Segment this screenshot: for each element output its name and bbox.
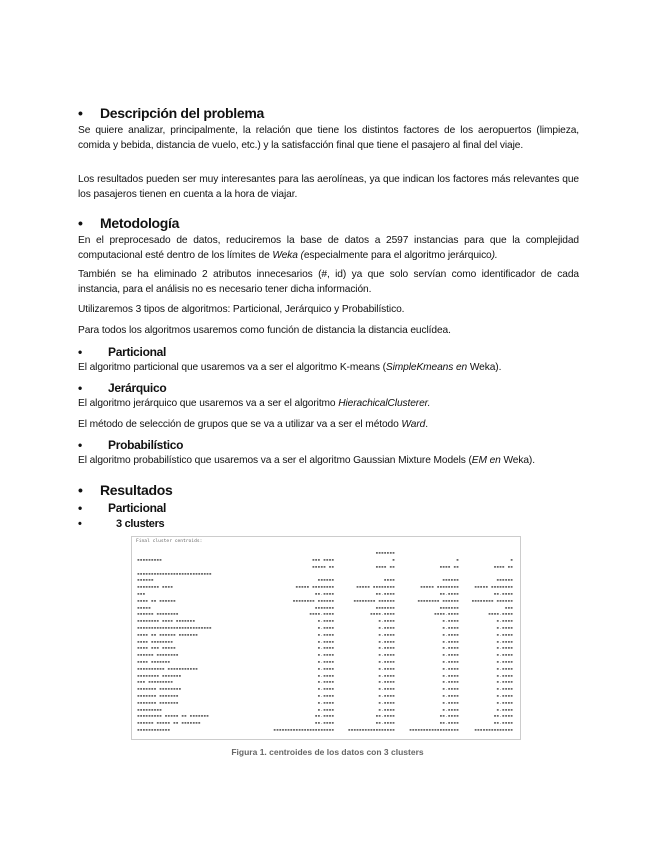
heading-jerarquico: • Jerárquico <box>78 381 167 395</box>
figure-header: Final cluster centroids: <box>136 539 203 544</box>
bullet: • <box>78 215 83 231</box>
paragraph: Los resultados pueden ser muy interesantes para las aerolíneas, ya que indican los factores más relevantes que los pasajeros tienen en cuenta a la hora de viajar. <box>78 174 579 200</box>
paragraph: El algoritmo jerárquico que usaremos va a ser el algoritmo HierachicalClusterer. <box>78 398 431 409</box>
bullet: • <box>78 381 82 395</box>
heading-3-clusters: • 3 clusters <box>78 518 165 530</box>
heading-metodologia: • Metodología <box>78 215 180 231</box>
heading-probabilistico: • Probabilístico <box>78 438 184 452</box>
bullet: • <box>78 438 82 452</box>
heading-descripcion: • Descripción del problema <box>78 105 264 121</box>
bullet: • <box>78 345 82 359</box>
paragraph: También se ha eliminado 2 atributos innecesarios (#, id) ya que solo servían como identificador de cada instancia, para el análisis no es necesario tener dicha información. <box>78 269 579 295</box>
heading-particional: • Particional <box>78 345 167 359</box>
centroids-table: ▪▪▪▪▪▪▪ ▪▪▪▪▪▪▪▪▪ ▪▪▪ ▪▪▪▪ ▪ ▪ ▪ ▪▪▪▪▪ ▪▪ ▪▪▪▪ ▪▪ ▪▪▪▪ ▪▪ ▪▪▪▪ ▪▪ ▪▪▪▪▪▪▪▪▪▪▪▪▪▪▪▪▪▪▪▪▪▪▪▪▪▪▪ ▪▪▪▪▪▪ ▪▪▪▪▪▪ ▪▪▪▪ ▪▪▪▪▪▪ ▪▪▪▪▪▪ ▪▪▪▪▪▪▪▪ ▪▪▪▪ ▪▪▪▪▪ ▪▪▪▪▪▪▪▪ ▪▪▪▪▪ ▪▪▪▪▪▪▪▪ ▪▪▪▪▪ ▪▪▪▪▪▪▪▪ ▪▪▪▪▪ ▪▪▪▪▪▪▪▪ ▪▪▪ ▪▪.▪▪▪▪ ▪▪.▪▪▪▪ ▪▪.▪▪▪▪ ▪▪.▪▪▪▪ ▪▪▪▪ ▪▪ ▪▪▪▪▪▪ ▪▪▪▪▪▪▪▪ ▪▪▪▪▪▪ ▪▪▪▪▪▪▪▪ ▪▪▪▪▪▪ ▪▪▪▪▪▪▪▪ ▪▪▪▪▪▪ ▪▪▪▪▪▪▪▪ ▪▪▪▪▪▪ ▪▪▪▪▪ ▪▪▪▪▪▪▪ ▪▪▪▪▪▪▪ ▪▪▪▪▪▪▪ ▪▪▪ ▪▪▪▪▪▪ ▪▪▪▪▪▪▪▪ ▪▪▪▪.▪▪▪▪ ▪▪▪▪.▪▪▪▪ ▪▪▪▪.▪▪▪▪ ▪▪▪▪.▪▪▪▪ ▪▪▪▪▪▪▪▪ ▪▪▪▪ ▪▪▪▪▪▪▪ ▪.▪▪▪▪ ▪.▪▪▪▪ ▪.▪▪▪▪ ▪.▪▪▪▪ ▪▪▪▪▪▪▪▪▪▪▪▪▪▪▪▪▪▪▪▪▪▪▪▪▪▪▪ ▪.▪▪▪▪ ▪.▪▪▪▪ ▪.▪▪▪▪ ▪.▪▪▪▪ ▪▪▪▪ ▪▪ ▪▪▪▪▪▪ ▪▪▪▪▪▪▪ ▪.▪▪▪▪ ▪.▪▪▪▪ ▪.▪▪▪▪ ▪.▪▪▪▪ ▪▪▪▪ ▪▪▪▪▪▪▪▪ ▪.▪▪▪▪ ▪.▪▪▪▪ ▪.▪▪▪▪ ▪.▪▪▪▪ ▪▪▪▪ ▪▪▪ ▪▪▪▪▪ ▪.▪▪▪▪ ▪.▪▪▪▪ ▪.▪▪▪▪ ▪.▪▪▪▪ ▪▪▪▪▪▪ ▪▪▪▪▪▪▪▪ ▪.▪▪▪▪ ▪.▪▪▪▪ ▪.▪▪▪▪ ▪.▪▪▪▪ ▪▪▪▪ ▪▪▪▪▪▪▪ ▪.▪▪▪▪ ▪.▪▪▪▪ ▪.▪▪▪▪ ▪.▪▪▪▪ ▪▪▪▪▪▪▪▪▪▪ ▪▪▪▪▪▪▪▪▪▪▪ ▪.▪▪▪▪ ▪.▪▪▪▪ ▪.▪▪▪▪ ▪.▪▪▪▪ ▪▪▪▪▪▪▪▪ ▪▪▪▪▪▪▪ ▪.▪▪▪▪ ▪.▪▪▪▪ ▪.▪▪▪▪ ▪.▪▪▪▪ ▪▪▪ ▪▪▪▪▪▪▪▪▪ ▪.▪▪▪▪ ▪.▪▪▪▪ ▪.▪▪▪▪ ▪.▪▪▪▪ ▪▪▪▪▪▪▪ ▪▪▪▪▪▪▪▪ ▪.▪▪▪▪ ▪.▪▪▪▪ ▪.▪▪▪▪ ▪.▪▪▪▪ ▪▪▪▪▪▪▪ ▪▪▪▪▪▪▪ ▪.▪▪▪▪ ▪.▪▪▪▪ ▪.▪▪▪▪ ▪.▪▪▪▪ ▪▪▪▪▪▪▪ ▪▪▪▪▪▪▪ ▪.▪▪▪▪ ▪.▪▪▪▪ ▪.▪▪▪▪ ▪.▪▪▪▪ ▪▪▪▪▪▪▪▪▪ ▪.▪▪▪▪ ▪.▪▪▪▪ ▪.▪▪▪▪ ▪.▪▪▪▪ ▪▪▪▪▪▪▪▪▪ ▪▪▪▪▪ ▪▪ ▪▪▪▪▪▪▪ ▪▪.▪▪▪▪ ▪▪.▪▪▪▪ ▪▪.▪▪▪▪ ▪▪.▪▪▪▪ ▪▪▪▪▪▪ ▪▪▪▪▪ ▪▪ ▪▪▪▪▪▪▪ ▪▪.▪▪▪▪ ▪▪.▪▪▪▪ ▪▪.▪▪▪▪ ▪▪.▪▪▪▪ ▪▪▪▪▪▪▪▪▪▪▪▪ ▪▪▪▪▪▪▪▪▪▪▪▪▪▪▪▪▪▪▪▪▪▪ ▪▪▪▪▪▪▪▪▪▪▪▪▪▪▪▪▪ ▪▪▪▪▪▪▪▪▪▪▪▪▪▪▪▪▪▪ ▪▪▪▪▪▪▪▪▪▪▪▪▪▪ <box>137 551 513 733</box>
bullet: • <box>78 482 83 498</box>
bullet: • <box>78 518 82 530</box>
paragraph: En el preprocesado de datos, reduciremos la base de datos a 2597 instancias para que la complejidad computacional esté dentro de los límites de Weka (especialmente para el algoritmo jerárquico). <box>78 235 579 261</box>
paragraph: Para todos los algoritmos usaremos como función de distancia la distancia euclídea. <box>78 325 451 336</box>
heading-resultados-particional: • Particional <box>78 501 167 515</box>
paragraph: El algoritmo particional que usaremos va a ser el algoritmo K-means (SimpleKmeans en Weka). <box>78 362 502 373</box>
bullet: • <box>78 105 83 121</box>
paragraph: Se quiere analizar, principalmente, la relación que tiene los distintos factores de los aeropuertos (limpieza, comida y bebida, distancia de vuelo, etc.) y la satisfacción final que tiene el pasajero al final del viaje. <box>78 125 579 151</box>
heading-resultados: • Resultados <box>78 482 173 498</box>
paragraph: El algoritmo probabilístico que usaremos va a ser el algoritmo Gaussian Mixture Models (EM en Weka). <box>78 455 535 466</box>
bullet: • <box>78 501 82 515</box>
paragraph: Utilizaremos 3 tipos de algoritmos: Particional, Jerárquico y Probabilístico. <box>78 304 405 315</box>
paragraph: El método de selección de grupos que se va a utilizar va a ser el método Ward. <box>78 419 428 430</box>
centroids-figure <box>131 536 521 740</box>
figure-caption: Figura 1. centroides de los datos con 3 clusters <box>231 747 424 757</box>
